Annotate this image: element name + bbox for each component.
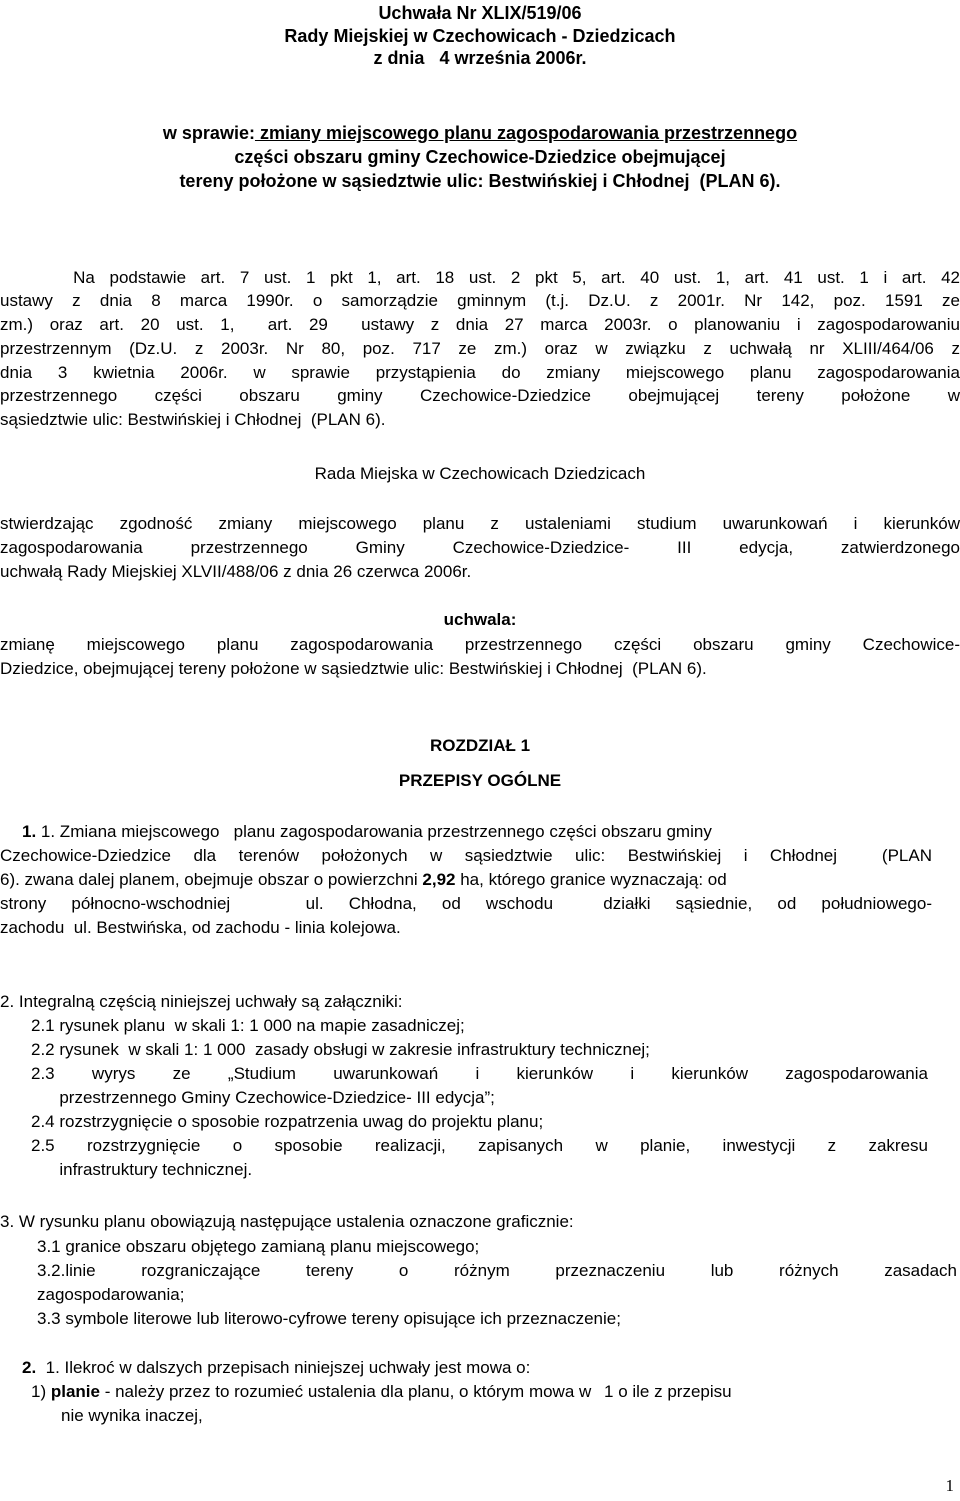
designation-item: zagospodarowania; bbox=[37, 1285, 185, 1304]
preamble-line: ustawy z dnia 8 marca 1990r. o samorządzie gminnym (t.j. Dz.U. z 2001r. Nr 142, poz. 1591 ze bbox=[0, 291, 960, 310]
page-number: 1 bbox=[945, 1476, 954, 1495]
preamble-line: przestrzennego części obszaru gminy Czechowice-Dziedzice obejmującej tereny położone w bbox=[0, 386, 960, 405]
attachment-item: 2.5 rozstrzygnięcie o sposobie realizacji, zapisanych w planie, inwestycji z zakresu bbox=[31, 1136, 928, 1155]
par1-line-3 bbox=[0, 870, 932, 890]
council-name: Rady Miejskiej w Czechowicach - Dziedzicach bbox=[284, 26, 676, 46]
finding-line: stwierdzając zgodność zmiany miejscowego planu z ustaleniami studium uwarunkowań i kierunków bbox=[0, 514, 960, 533]
designation-item: 3.2.linie rozgraniczające tereny o różnym przeznaczeniu lub różnych zasadach bbox=[37, 1261, 957, 1280]
attachment-item: 2.1 rysunek planu w skali 1: 1 000 na mapie zasadniczej; bbox=[31, 1016, 465, 1035]
designations-intro: 3. W rysunku planu obowiązują następujące ustalenia oznaczone graficznie: bbox=[0, 1212, 574, 1231]
definition-number: 1) bbox=[31, 1382, 51, 1401]
finding-line: uchwałą Rady Miejskiej XLVII/488/06 z dnia 26 czerwca 2006r. bbox=[0, 562, 472, 581]
subject-line-2: części obszaru gminy Czechowice-Dziedzice obejmującej bbox=[234, 147, 726, 167]
chapter-subtitle: PRZEPISY OGÓLNE bbox=[398, 771, 562, 790]
par1-line: strony północno-wschodniej ul. Chłodna, od wschodu działki sąsiednie, od południowego- bbox=[0, 894, 932, 913]
attachment-item: infrastruktury technicznej. bbox=[31, 1160, 253, 1179]
preamble-line: zm.) oraz art. 20 ust. 1, art. 29 ustawy z dnia 27 marca 2003r. o planowaniu i zagospodarowaniu bbox=[0, 315, 960, 334]
subject-line-3: tereny położone w sąsiedztwie ulic: Bestwińskiej i Chłodnej (PLAN 6). bbox=[179, 171, 781, 191]
resolves-label: uchwala: bbox=[443, 610, 517, 629]
definition-term: planie bbox=[50, 1382, 100, 1401]
definition-text-2: 1 o ile z przepisu bbox=[604, 1382, 732, 1401]
finding-line: zagospodarowania przestrzennego Gminy Czechowice-Dziedzice- III edycja, zatwierdzonego bbox=[0, 538, 960, 557]
council-heading: Rada Miejska w Czechowicach Dziedzicach bbox=[314, 464, 646, 483]
resolution-date: z dnia 4 września 2006r. bbox=[373, 48, 587, 68]
par1-line-1 bbox=[0, 822, 932, 842]
designation-item: 3.1 granice obszaru objętego zamianą planu miejscowego; bbox=[37, 1237, 480, 1256]
par1-line-3-text: 6). zwana dalej planem, obejmuje obszar o powierzchni bbox=[0, 870, 423, 889]
chapter-title: ROZDZIAŁ 1 bbox=[429, 736, 531, 755]
definition-item bbox=[31, 1382, 732, 1402]
attachment-item: 2.4 rozstrzygnięcie o sposobie rozpatrzenia uwag do projektu planu; bbox=[31, 1112, 544, 1131]
attachment-item: przestrzennego Gminy Czechowice-Dziedzice- III edycja”; bbox=[31, 1088, 495, 1107]
par2-intro: 1. Ilekroć w dalszych przepisach niniejszej uchwały jest mowa o: bbox=[36, 1358, 531, 1377]
preamble-line: dnia 3 kwietnia 2006r. w sprawie przystąpienia do zmiany miejscowego planu zagospodarowania bbox=[0, 363, 960, 382]
subject-line-1 bbox=[0, 123, 960, 143]
subject-line-1-rest: zmiany miejscowego planu zagospodarowania przestrzennego bbox=[254, 123, 798, 143]
par2-line-1 bbox=[0, 1358, 530, 1378]
resolution-title: Uchwała Nr XLIX/519/06 bbox=[378, 3, 582, 23]
definition-text: - należy przez to rozumieć ustalenia dla planu, o którym mowa w bbox=[99, 1382, 597, 1401]
par1-line: Czechowice-Dziedzice dla terenów położonych w sąsiedztwie ulic: Bestwińskiej i Chłodnej (PLAN bbox=[0, 846, 932, 865]
area-value: 2,92 bbox=[422, 870, 456, 889]
designation-item: 3.3 symbole literowe lub literowo-cyfrowe tereny opisujące ich przeznaczenie; bbox=[37, 1309, 621, 1328]
preamble-line: Na podstawie art. 7 ust. 1 pkt 1, art. 18 ust. 2 pkt 5, art. 40 ust. 1, art. 41 ust. 1 i art. 42 bbox=[0, 268, 960, 287]
preamble-line: przestrzennym (Dz.U. z 2003r. Nr 80, poz. 717 ze zm.) oraz w związku z uchwałą nr XLIII/464/06 z bbox=[0, 339, 960, 358]
definition-continuation: nie wynika inaczej, bbox=[61, 1406, 203, 1425]
attachments-intro: 2. Integralną częścią niniejszej uchwały są załączniki: bbox=[0, 992, 403, 1011]
resolves-line: Dziedzice, obejmującej tereny położone w sąsiedztwie ulic: Bestwińskiej i Chłodnej (PLAN 6). bbox=[0, 659, 707, 678]
subject-prefix: w sprawie: bbox=[162, 123, 255, 143]
par1-line-1-text: 1. Zmiana miejscowego planu zagospodarowania przestrzennego części obszaru gminy bbox=[36, 822, 712, 841]
attachment-item: 2.2 rysunek w skali 1: 1 000 zasady obsługi w zakresie infrastruktury technicznej; bbox=[31, 1040, 650, 1059]
preamble-line: sąsiedztwie ulic: Bestwińskiej i Chłodnej (PLAN 6). bbox=[0, 410, 386, 429]
par1-line-3-rest: ha, którego granice wyznaczają: od bbox=[455, 870, 727, 889]
attachment-item: 2.3 wyrys ze „Studium uwarunkowań i kierunków i kierunków zagospodarowania bbox=[31, 1064, 928, 1083]
par1-line: zachodu ul. Bestwińska, od zachodu - linia kolejowa. bbox=[0, 918, 401, 937]
par2-sign: 2. bbox=[22, 1358, 37, 1377]
par1-sign: 1. bbox=[22, 822, 37, 841]
resolves-line: zmianę miejscowego planu zagospodarowania przestrzennego części obszaru gminy Czechowice- bbox=[0, 635, 960, 654]
